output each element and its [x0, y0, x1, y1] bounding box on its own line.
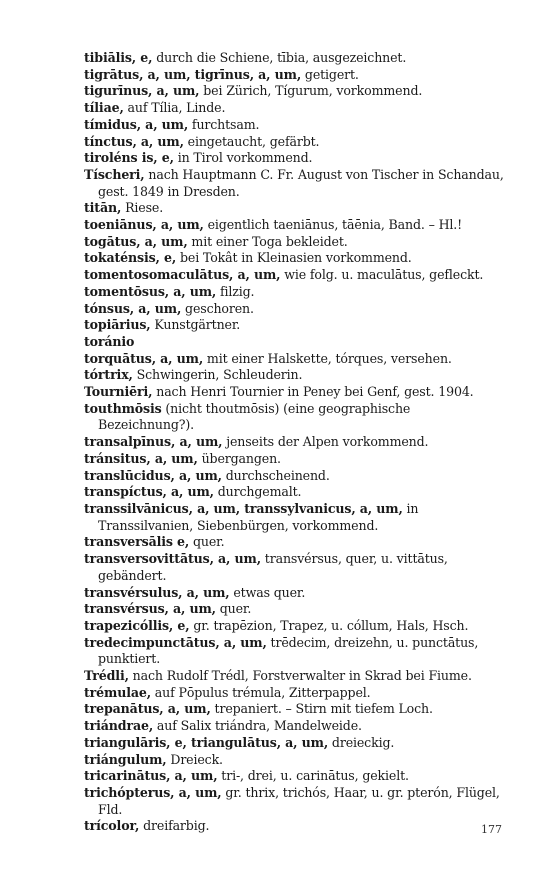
- definition: dreifarbig.: [139, 818, 210, 834]
- entry-touthmosis: [84, 401, 510, 434]
- entry-trichopterus: [84, 785, 510, 818]
- headword: tímidus, a, um,: [84, 116, 189, 132]
- entry-tortrix: [84, 367, 510, 384]
- entry-tomentosus: [84, 284, 510, 301]
- entry-tokatensis: [84, 250, 510, 267]
- entry-tigurinus: [84, 83, 510, 100]
- definition: furchtsam.: [188, 116, 260, 132]
- definition: nach Rudolf Trédl, Forstverwalter in Skrad bei Fiume.: [128, 668, 472, 684]
- entry-transpictus: [84, 484, 510, 501]
- entry-transversovittatus: [84, 551, 510, 584]
- entry-toranio: [84, 334, 510, 351]
- definition: (nicht thoutmōsis) (eine geographische Bezeichnung?).: [98, 400, 411, 433]
- entry-triandrae: [84, 718, 510, 735]
- headword: translūcidus, a, um,: [84, 467, 222, 483]
- definition: auf Pōpulus trémula, Zitterpappel.: [150, 684, 371, 700]
- headword: trémulae,: [84, 684, 151, 700]
- entry-topiarius: [84, 317, 510, 334]
- definition: jenseits der Alpen vorkommend.: [222, 434, 429, 450]
- definition: durch die Schiene, tībia, ausgezeichnet.: [152, 50, 407, 65]
- definition: mit einer Halskette, tórques, versehen.: [203, 350, 452, 366]
- entry-transitus: [84, 451, 510, 468]
- headword: topiārius,: [84, 317, 151, 333]
- definition: übergangen.: [197, 450, 281, 466]
- entry-transversalis: [84, 534, 510, 551]
- headword: touthmōsis: [84, 400, 162, 416]
- definition: nach Henri Tournier in Peney bei Genf, gest. 1904.: [152, 384, 474, 400]
- definition: getigert.: [301, 66, 359, 82]
- definition: dreieckig.: [328, 734, 395, 750]
- headword: tíliae,: [84, 100, 124, 116]
- entry-tibialis: [84, 50, 510, 67]
- headword: tomentosomaculātus, a, um,: [84, 267, 281, 283]
- entry-tricolor: [84, 818, 510, 835]
- entry-togatus: [84, 234, 510, 251]
- headword: tricarinātus, a, um,: [84, 768, 218, 784]
- headword: tónsus, a, um,: [84, 300, 182, 316]
- headword: tiroléns is, e,: [84, 150, 174, 166]
- definition: etwas quer.: [229, 584, 306, 600]
- definition: wie folg. u. maculātus, gefleckt.: [280, 267, 484, 283]
- definition: in Transsilvanien, Siebenbürgen, vorkommend.: [98, 500, 419, 533]
- entry-tricarinatus: [84, 768, 510, 785]
- entry-tiliae: [84, 100, 510, 117]
- definition: gr. thrix, trichós, Haar, u. gr. pterón, Flügel, Fld.: [98, 784, 500, 817]
- headword: titān,: [84, 200, 122, 216]
- entry-triangularis: [84, 735, 510, 752]
- definition: trēdecim, dreizehn, u. punctātus, punktiert.: [98, 634, 479, 667]
- definition: bei Tokât in Kleinasien vorkommend.: [176, 250, 412, 266]
- entry-tredecimpunctatus: [84, 635, 510, 668]
- definition: geschoren.: [181, 300, 254, 316]
- headword: transversālis e,: [84, 534, 190, 550]
- definition: mit einer Toga bekleidet.: [187, 233, 348, 249]
- definition: filzig.: [216, 283, 255, 299]
- entry-trepanatus: [84, 701, 510, 718]
- entry-toenianus: [84, 217, 510, 234]
- definition: bei Zürich, Tígurum, vorkommend.: [199, 83, 423, 99]
- headword: trapezicóllis, e,: [84, 617, 190, 633]
- entry-triangulum: [84, 752, 510, 769]
- dictionary-entries: [84, 50, 510, 835]
- headword: triángulum,: [84, 751, 167, 767]
- headword: trichópterus, a, um,: [84, 784, 222, 800]
- entry-tremulae: [84, 685, 510, 702]
- entry-tonsus: [84, 301, 510, 318]
- headword: transvérsulus, a, um,: [84, 584, 230, 600]
- definition: durchgemalt.: [213, 484, 302, 500]
- definition: nach Hauptmann C. Fr. August von Tischer in Schandau, gest. 1849 in Dresden.: [98, 166, 504, 199]
- headword: Trédli,: [84, 668, 129, 684]
- definition: durchscheinend.: [221, 467, 330, 483]
- entry-torquatus: [84, 351, 510, 368]
- headword: tomentōsus, a, um,: [84, 283, 217, 299]
- definition: auf Tília, Linde.: [123, 100, 226, 116]
- headword: Tourniēri,: [84, 384, 153, 400]
- definition: transvérsus, quer, u. vittātus, gebändert.: [98, 551, 448, 583]
- headword: transpíctus, a, um,: [84, 484, 214, 500]
- definition: Kunstgärtner.: [150, 317, 241, 333]
- headword: triangulāris, e, triangulātus, a, um,: [84, 734, 329, 750]
- headword: tredecimpunctātus, a, um,: [84, 634, 267, 650]
- headword: transversovittātus, a, um,: [84, 551, 261, 567]
- headword: tigurīnus, a, um,: [84, 83, 200, 99]
- definition: Riese.: [121, 200, 164, 216]
- headword: torquātus, a, um,: [84, 350, 204, 366]
- entry-translucidus: [84, 468, 510, 485]
- entry-tigratus: [84, 67, 510, 84]
- entry-transsilvanicus: [84, 501, 510, 534]
- entry-tomentosomaculatus: [84, 267, 510, 284]
- definition: eigentlich taeniānus, tāēnia, Band. – Hl.!: [203, 217, 463, 233]
- entry-tournieri: [84, 384, 510, 401]
- definition: quer.: [189, 534, 225, 550]
- headword: togātus, a, um,: [84, 233, 188, 249]
- headword: trícolor,: [84, 818, 140, 834]
- entry-tirolensis: [84, 150, 510, 167]
- entry-titan: [84, 200, 510, 217]
- definition: quer.: [215, 601, 252, 617]
- definition: gr. trapēzion, Trapez, u. cóllum, Hals, Hsch.: [189, 617, 469, 633]
- definition: trepaniert. – Stirn mit tiefem Loch.: [210, 701, 433, 717]
- definition: eingetaucht, gefärbt.: [183, 133, 320, 149]
- entry-tischeri: [84, 167, 510, 200]
- headword: tibiālis, e,: [84, 50, 153, 65]
- entry-transalpinus: [84, 434, 510, 451]
- headword: trepanātus, a, um,: [84, 701, 211, 717]
- headword: tokaténsis, e,: [84, 250, 177, 266]
- definition: auf Salix triándra, Mandelweide.: [153, 718, 362, 734]
- headword: tínctus, a, um,: [84, 133, 184, 149]
- definition: in Tirol vorkommend.: [173, 150, 313, 166]
- definition: Dreieck.: [166, 751, 223, 767]
- headword: toránio: [84, 333, 135, 349]
- headword: transalpīnus, a, um,: [84, 434, 223, 450]
- definition: Schwingerin, Schleuderin.: [132, 367, 303, 383]
- headword: triándrae,: [84, 718, 154, 734]
- entry-trapezicollis: [84, 618, 510, 635]
- headword: tránsitus, a, um,: [84, 450, 198, 466]
- headword: Tíscheri,: [84, 166, 145, 182]
- headword: transvérsus, a, um,: [84, 601, 216, 617]
- headword: tigrātus, a, um, tigrīnus, a, um,: [84, 66, 302, 82]
- entry-transversulus: [84, 585, 510, 602]
- definition: tri-, drei, u. carinātus, gekielt.: [217, 768, 409, 784]
- entry-tinctus: [84, 134, 510, 151]
- headword: toeniānus, a, um,: [84, 217, 204, 233]
- entry-transversus: [84, 601, 510, 618]
- headword: tórtrix,: [84, 367, 133, 383]
- headword: transsilvānicus, a, um, transsylvanicus, a, um,: [84, 500, 403, 516]
- entry-timidus: [84, 117, 510, 134]
- page-number: 177: [481, 823, 502, 836]
- entry-tredli: [84, 668, 510, 685]
